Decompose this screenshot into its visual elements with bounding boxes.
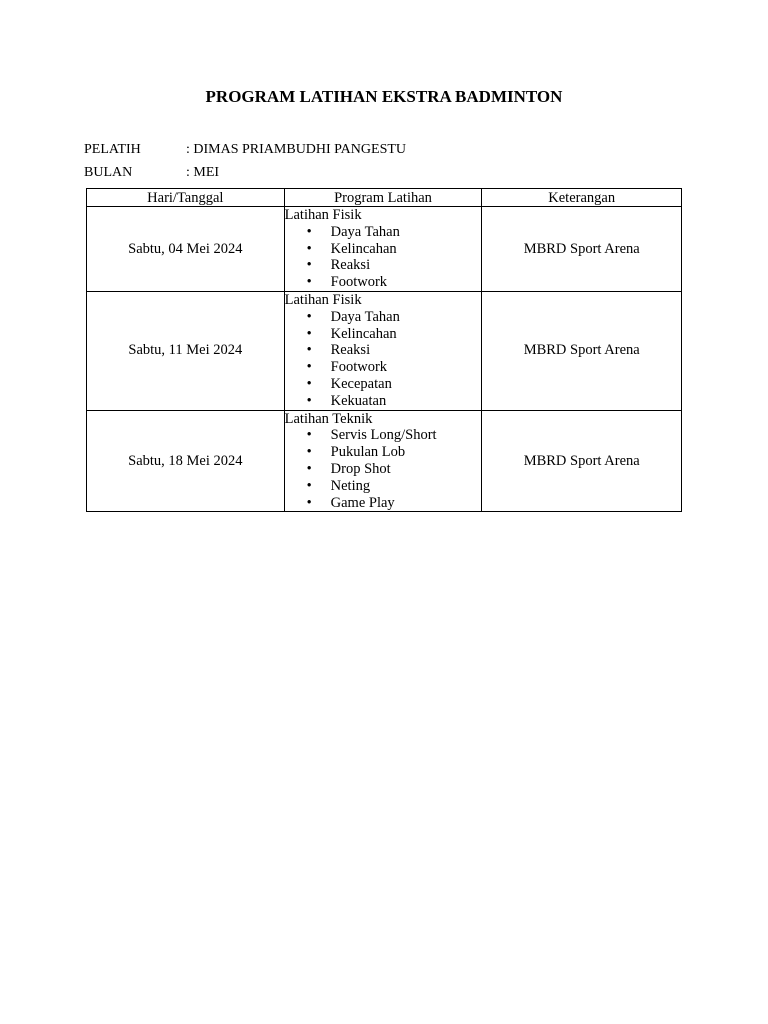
item-label: Reaksi [330, 257, 371, 274]
bullet-icon: • [306, 308, 312, 325]
list-item [285, 274, 482, 291]
header-date: Hari/Tanggal [87, 189, 285, 207]
item-label: Kekuatan [330, 392, 387, 409]
list-item [285, 257, 482, 274]
table-row [87, 207, 682, 292]
month-label: BULAN [84, 165, 133, 180]
schedule-table [86, 188, 682, 512]
item-label: Daya Tahan [330, 308, 400, 325]
coach-label: PELATIH [84, 142, 141, 157]
bullet-icon: • [306, 460, 312, 477]
list-item [285, 326, 482, 343]
program-title: Latihan Teknik [284, 410, 373, 427]
row-location: MBRD Sport Arena [482, 207, 682, 292]
item-label: Footwork [330, 359, 388, 376]
document-title: PROGRAM LATIHAN EKSTRA BADMINTON [205, 87, 563, 106]
program-items [285, 224, 482, 291]
program-items [285, 427, 482, 511]
list-item [285, 376, 482, 393]
list-item [285, 427, 482, 444]
row-program [284, 207, 482, 292]
item-label: Reaksi [330, 342, 371, 359]
item-label: Neting [330, 477, 371, 494]
list-item [285, 224, 482, 241]
item-label: Servis Long/Short [330, 427, 437, 444]
coach-value: : DIMAS PRIAMBUDHI PANGESTU [186, 142, 407, 157]
bullet-icon: • [306, 494, 312, 511]
item-label: Game Play [330, 494, 395, 511]
list-item [285, 359, 482, 376]
bullet-icon: • [306, 375, 312, 392]
bullet-icon: • [306, 342, 312, 359]
list-item [285, 241, 482, 258]
list-item [285, 461, 482, 478]
bullet-icon: • [306, 274, 312, 291]
header-notes: Keterangan [482, 189, 682, 207]
bullet-icon: • [306, 477, 312, 494]
bullet-icon: • [306, 427, 312, 444]
table-row [87, 410, 682, 512]
row-date: Sabtu, 04 Mei 2024 [87, 207, 285, 292]
row-date: Sabtu, 18 Mei 2024 [87, 410, 285, 512]
item-label: Drop Shot [330, 460, 391, 477]
bullet-icon: • [306, 359, 312, 376]
table-row [87, 291, 682, 410]
list-item [285, 478, 482, 495]
list-item [285, 309, 482, 326]
item-label: Kelincahan [330, 240, 397, 257]
bullet-icon: • [306, 392, 312, 409]
program-title: Latihan Fisik [284, 207, 362, 223]
item-label: Daya Tahan [330, 223, 400, 240]
bullet-icon: • [306, 240, 312, 257]
item-label: Pukulan Lob [330, 444, 406, 461]
item-label: Kelincahan [330, 325, 397, 342]
table-header-row [87, 189, 682, 207]
row-location: MBRD Sport Arena [482, 410, 682, 512]
list-item [285, 495, 482, 512]
row-date: Sabtu, 11 Mei 2024 [87, 291, 285, 410]
list-item [285, 444, 482, 461]
header-program: Program Latihan [284, 189, 482, 207]
program-title: Latihan Fisik [284, 291, 362, 308]
list-item [285, 393, 482, 410]
item-label: Footwork [330, 274, 388, 291]
bullet-icon: • [306, 325, 312, 342]
row-program [284, 291, 482, 410]
list-item [285, 342, 482, 359]
month-value: : MEI [186, 165, 220, 180]
month-row [84, 164, 219, 181]
bullet-icon: • [306, 257, 312, 274]
coach-row [84, 141, 406, 158]
bullet-icon: • [306, 223, 312, 240]
row-program [284, 410, 482, 512]
bullet-icon: • [306, 444, 312, 461]
item-label: Kecepatan [330, 375, 392, 392]
row-location: MBRD Sport Arena [482, 291, 682, 410]
program-items [285, 309, 482, 410]
